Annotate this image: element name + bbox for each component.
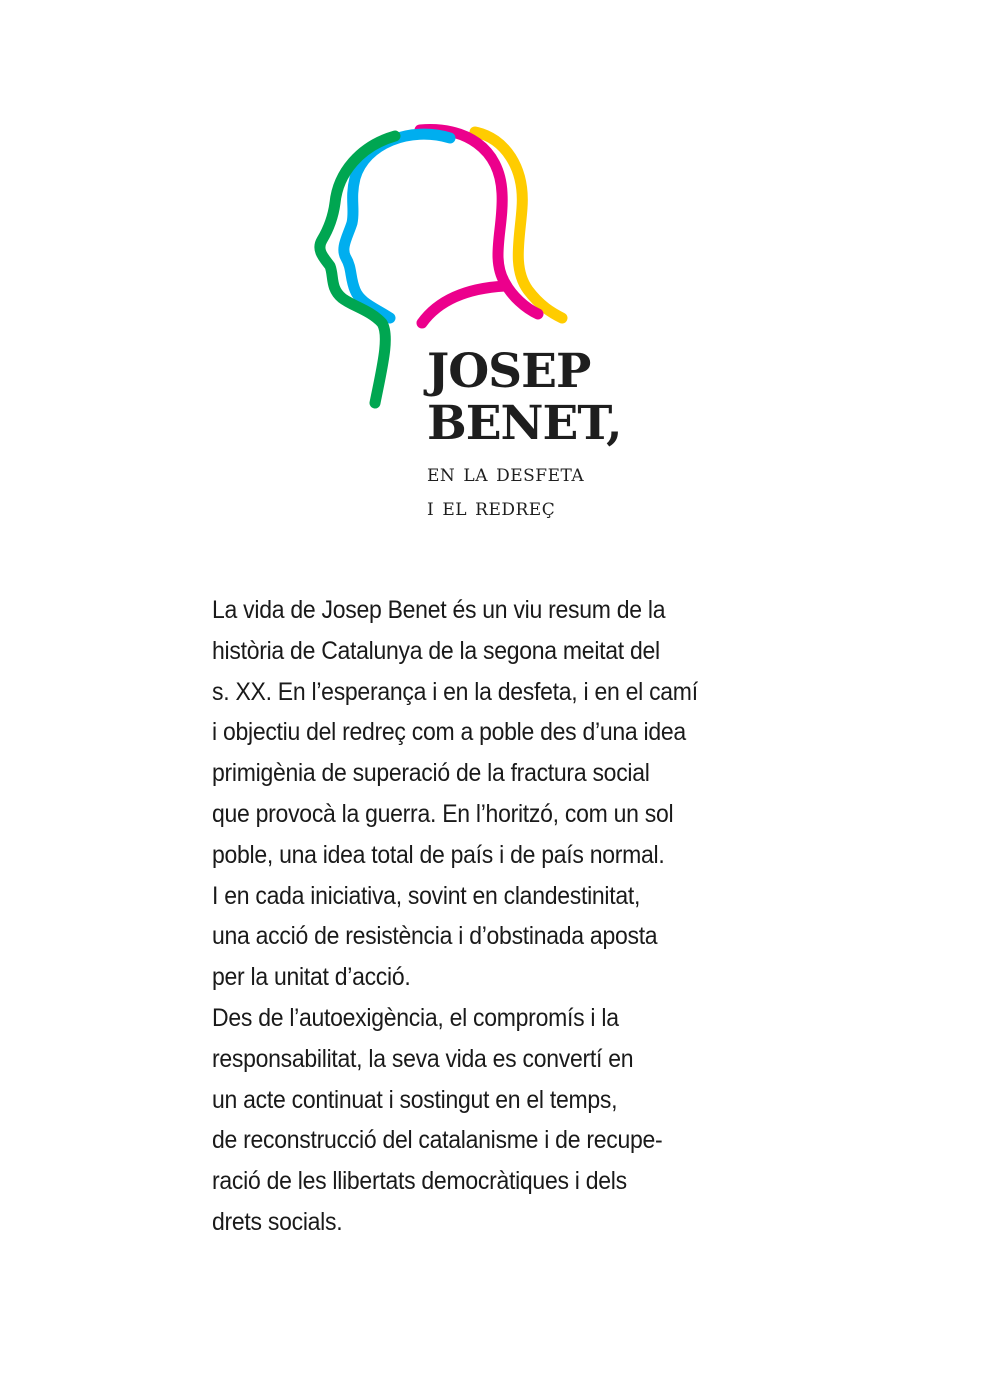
body-line: drets socials.: [212, 1207, 343, 1236]
body-line: una acció de resistència i d’obstinada aposta: [212, 922, 658, 951]
description-paragraph: [212, 590, 746, 1243]
body-line: història de Catalunya de la segona meitat del: [212, 636, 660, 665]
body-line: un acte continuat i sostingut en el temps,: [212, 1085, 618, 1114]
josep-benet-logo: [300, 118, 700, 538]
logo-subtitle-line-1: en la desfeta: [427, 459, 585, 487]
body-line: que provocà la guerra. En l’horitzó, com un sol: [212, 799, 674, 828]
logo-title-line-2: BENET,: [427, 396, 622, 451]
body-line: poble, una idea total de país i de país normal.: [212, 840, 665, 869]
body-line: i objectiu del redreç com a poble des d’una idea: [212, 718, 686, 747]
logo-title-block: [427, 346, 622, 524]
logo-title-line-1: JOSEP: [427, 344, 591, 399]
body-line: Des de l’autoexigència, el compromís i la: [212, 1003, 619, 1032]
body-line: de reconstrucció del catalanisme i de recupe-: [212, 1126, 663, 1155]
logo-subtitle-line-2: i el redreç: [427, 493, 556, 521]
body-line: s. XX. En l’esperança i en la desfeta, i en el camí: [212, 677, 698, 706]
body-line: ració de les llibertats democràtiques i dels: [212, 1167, 627, 1196]
body-line: La vida de Josep Benet és un viu resum de la: [212, 596, 666, 624]
body-line: primigènia de superació de la fractura social: [212, 759, 650, 788]
body-line: responsabilitat, la seva vida es convertí en: [212, 1044, 634, 1073]
body-line: I en cada iniciativa, sovint en clandestinitat,: [212, 881, 641, 910]
body-line: per la unitat d’acció.: [212, 963, 411, 992]
